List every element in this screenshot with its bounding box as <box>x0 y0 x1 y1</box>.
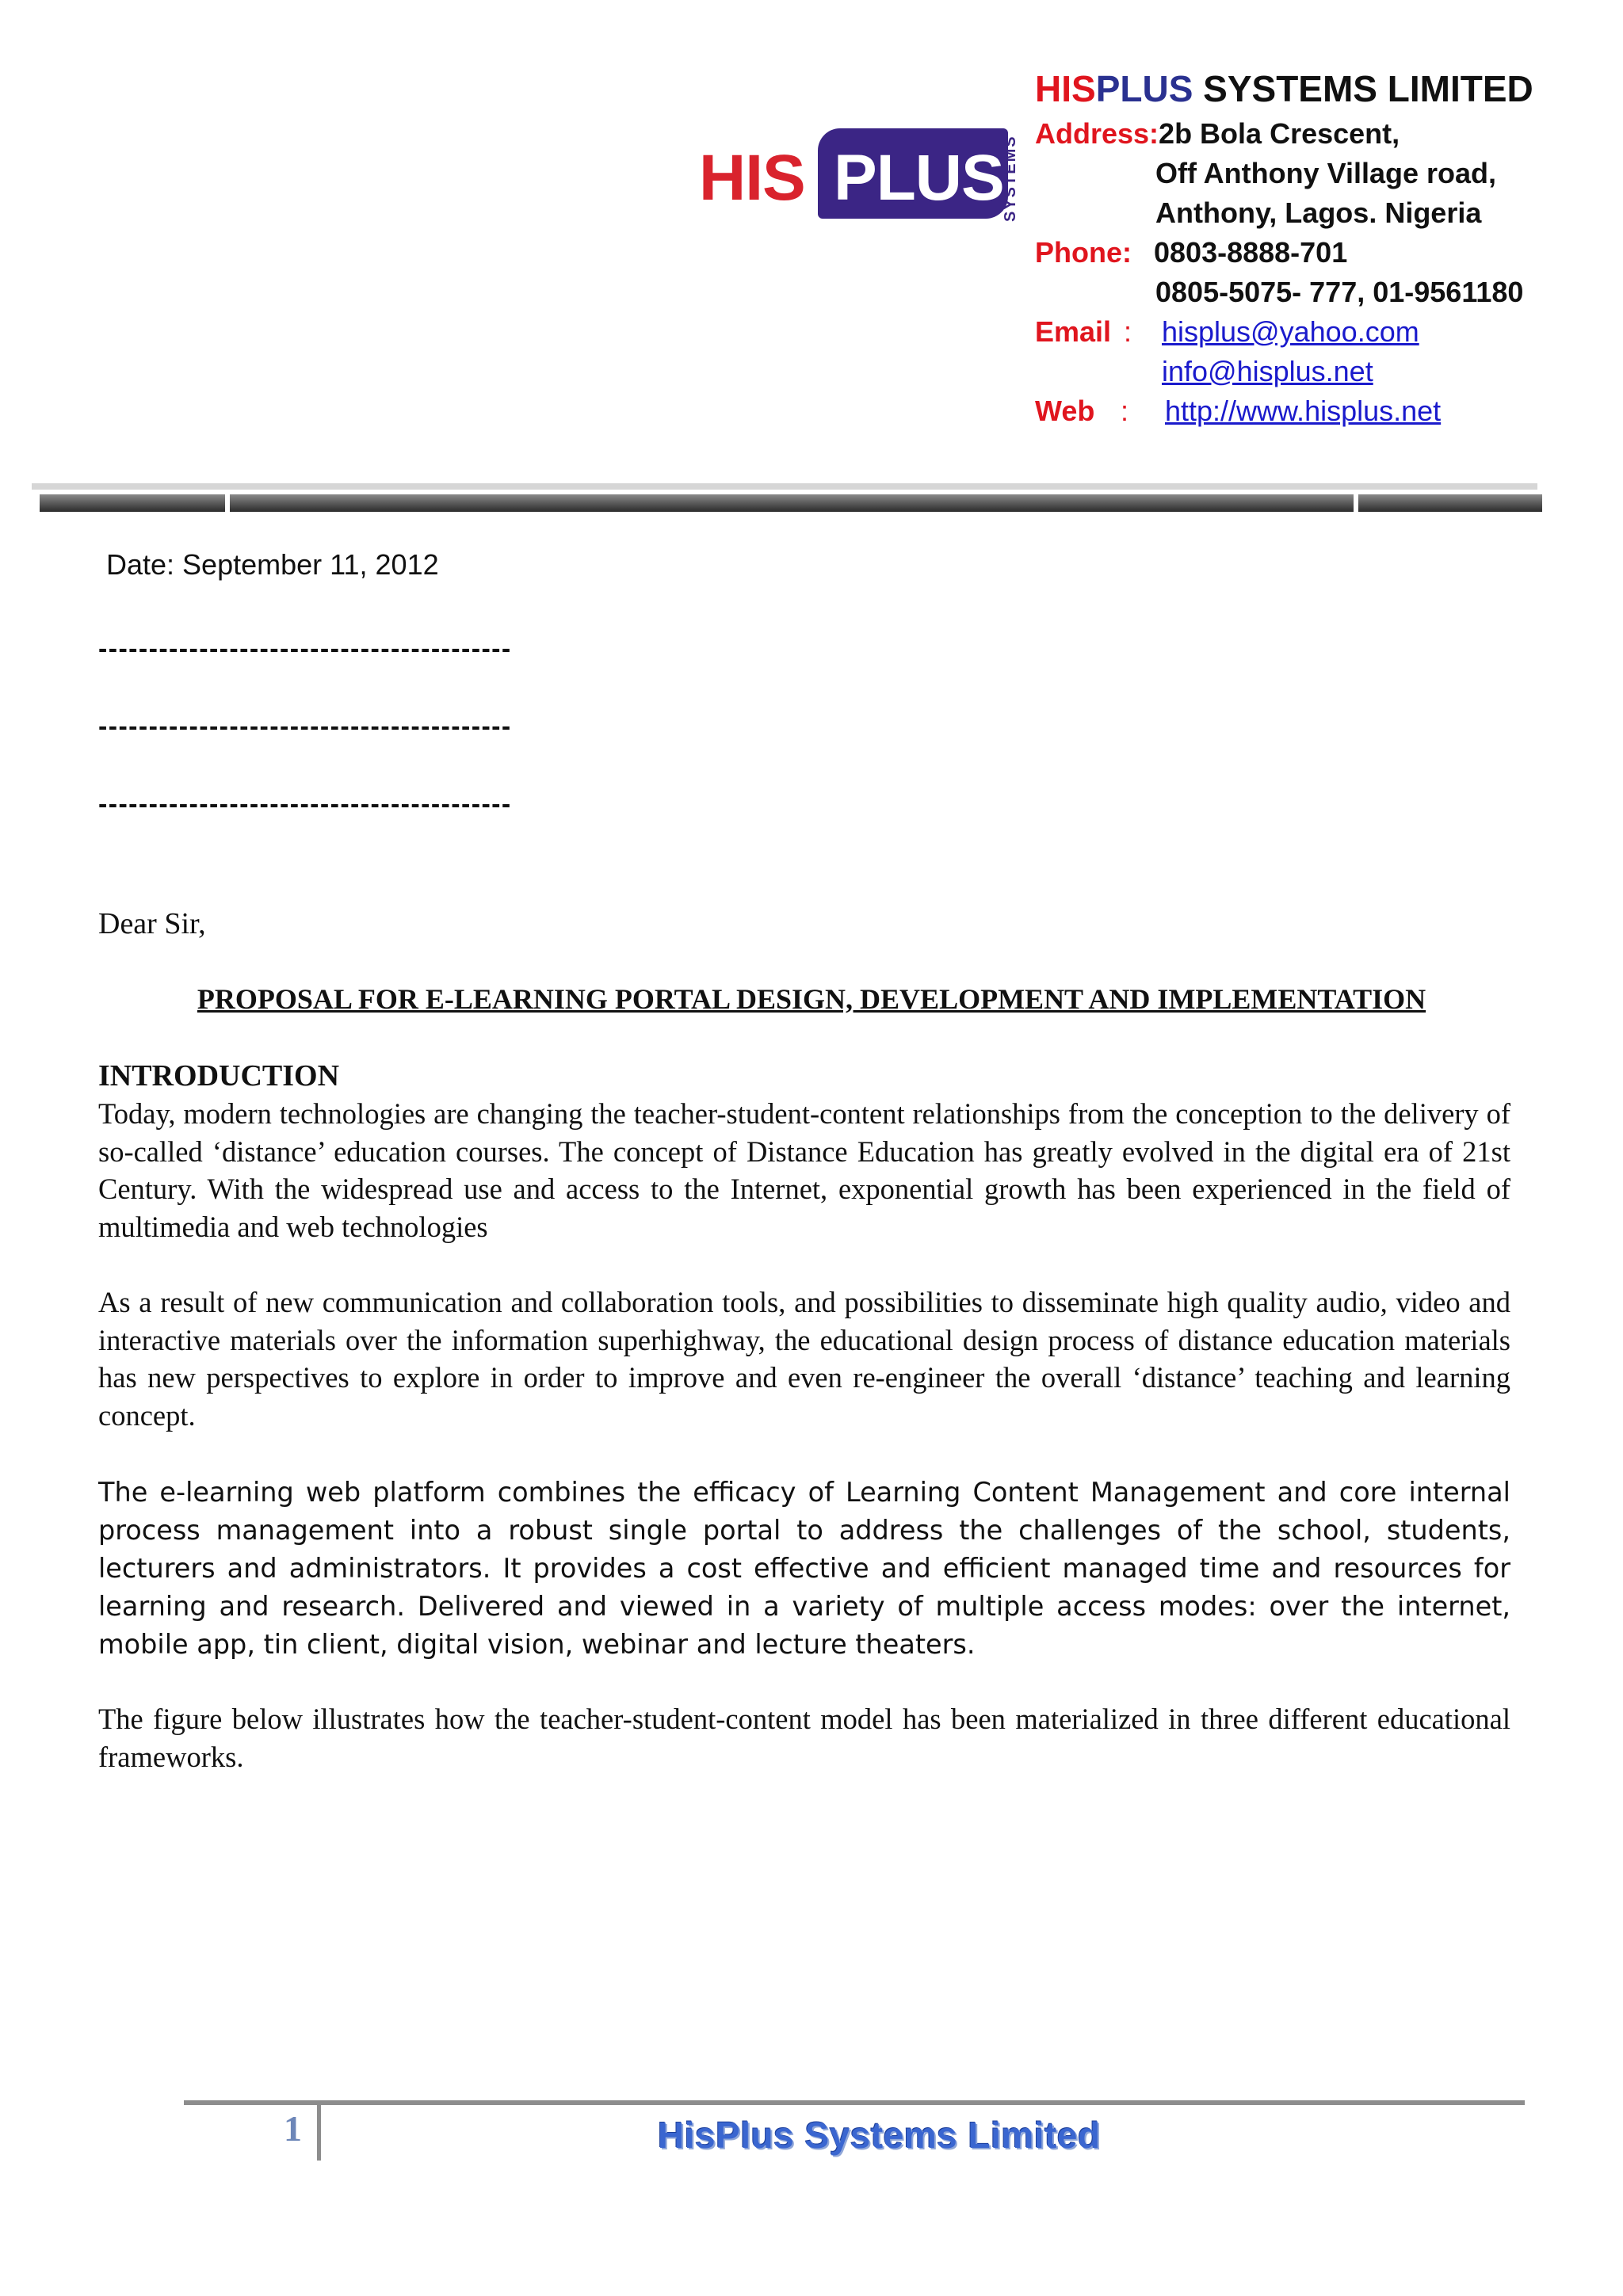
introduction-heading: INTRODUCTION <box>98 1059 340 1093</box>
paragraph-2: As a result of new communication and collaboration tools, and possibilities to disseminate high quality audio, video and interactive materials over the information superhighway, the educational design process of distance education materials has new perspectives to explore in order to improve and even re-engineer the overall ‘distance’ teaching and learning concept. <box>98 1286 1510 1432</box>
recipient-line-2: ----------------------------------------- <box>98 711 512 742</box>
address-line-3: Anthony, Lagos. Nigeria <box>1155 196 1482 229</box>
email-label: Email <box>1035 315 1112 348</box>
letterhead <box>1035 65 1533 427</box>
header-separator-segment-1 <box>40 494 225 512</box>
header-separator-segment-2 <box>230 494 1354 512</box>
header-separator-segment-3 <box>1358 494 1542 512</box>
web-label: Web <box>1035 395 1095 427</box>
header-separator-light <box>32 483 1537 490</box>
logo-systems-text: SYSTEMS <box>1002 135 1019 222</box>
recipient-line-1: ----------------------------------------- <box>98 634 512 664</box>
phone-number-1: 0803-8888-701 <box>1154 236 1348 269</box>
letter-date: Date: September 11, 2012 <box>106 548 439 581</box>
email-separator: : <box>1124 315 1132 348</box>
company-logo <box>699 127 1024 230</box>
footer-divider <box>317 2105 321 2161</box>
paragraph-1: Today, modern technologies are changing the teacher-student-content relationships from the conception to the delivery of so-called ‘distance’ education courses. The concept of Distance Education has greatly evolved in the digital era of 21st Century. With the widespread use and access to the Internet, exponential growth has been experienced in the field of multimedia and web technologies <box>98 1097 1510 1243</box>
recipient-line-3: ----------------------------------------- <box>98 789 512 819</box>
company-name <box>1035 65 1533 113</box>
address-label: Address: <box>1035 117 1159 150</box>
logo-plus-text: PLUS <box>834 142 1004 214</box>
email-link-1[interactable]: hisplus@yahoo.com <box>1162 315 1419 348</box>
web-link[interactable]: http://www.hisplus.net <box>1165 395 1442 427</box>
salutation: Dear Sir, <box>98 907 206 940</box>
proposal-title: PROPOSAL FOR E-LEARNING PORTAL DESIGN, DEVELOPMENT AND IMPLEMENTATION <box>197 983 1426 1015</box>
company-name-rest: SYSTEMS LIMITED <box>1193 68 1533 109</box>
phone-label: Phone: <box>1035 236 1132 269</box>
web-line <box>1035 391 1442 431</box>
email-link-2[interactable]: info@hisplus.net <box>1162 355 1373 387</box>
address-line-2: Off Anthony Village road, <box>1155 157 1497 189</box>
footer-rule <box>184 2100 1525 2105</box>
logo-his-text: HIS <box>699 142 805 214</box>
email-line-2 <box>1162 352 1373 391</box>
footer-brand: HisPlus Systems Limited <box>658 2115 1101 2156</box>
phone-number-2: 0805-5075- 777, 01-9561180 <box>1155 276 1524 308</box>
company-name-plus: PLUS <box>1095 68 1193 109</box>
company-name-his: HIS <box>1035 68 1096 109</box>
paragraph-4: The figure below illustrates how the teacher-student-content model has been materialized in three different educational frameworks. <box>98 1703 1510 1773</box>
address-line-1 <box>1035 114 1400 154</box>
email-line-1 <box>1035 312 1419 352</box>
phone-line-1 <box>1035 233 1348 273</box>
address-text-1: 2b Bola Crescent, <box>1159 117 1400 150</box>
paragraph-3: The e-learning web platform combines the efficacy of Learning Content Management and core internal process management into a robust single portal to address the challenges of the school, students, lecturers and administrators. It provides a cost effective and efficient managed time and resources for learning and research. Delivered and viewed in a variety of multiple access modes: over the internet, mobile app, tin client, digital vision, webinar and lecture theaters. <box>98 1477 1510 1660</box>
web-separator: : <box>1121 395 1129 427</box>
page-number: 1 <box>284 2108 302 2149</box>
